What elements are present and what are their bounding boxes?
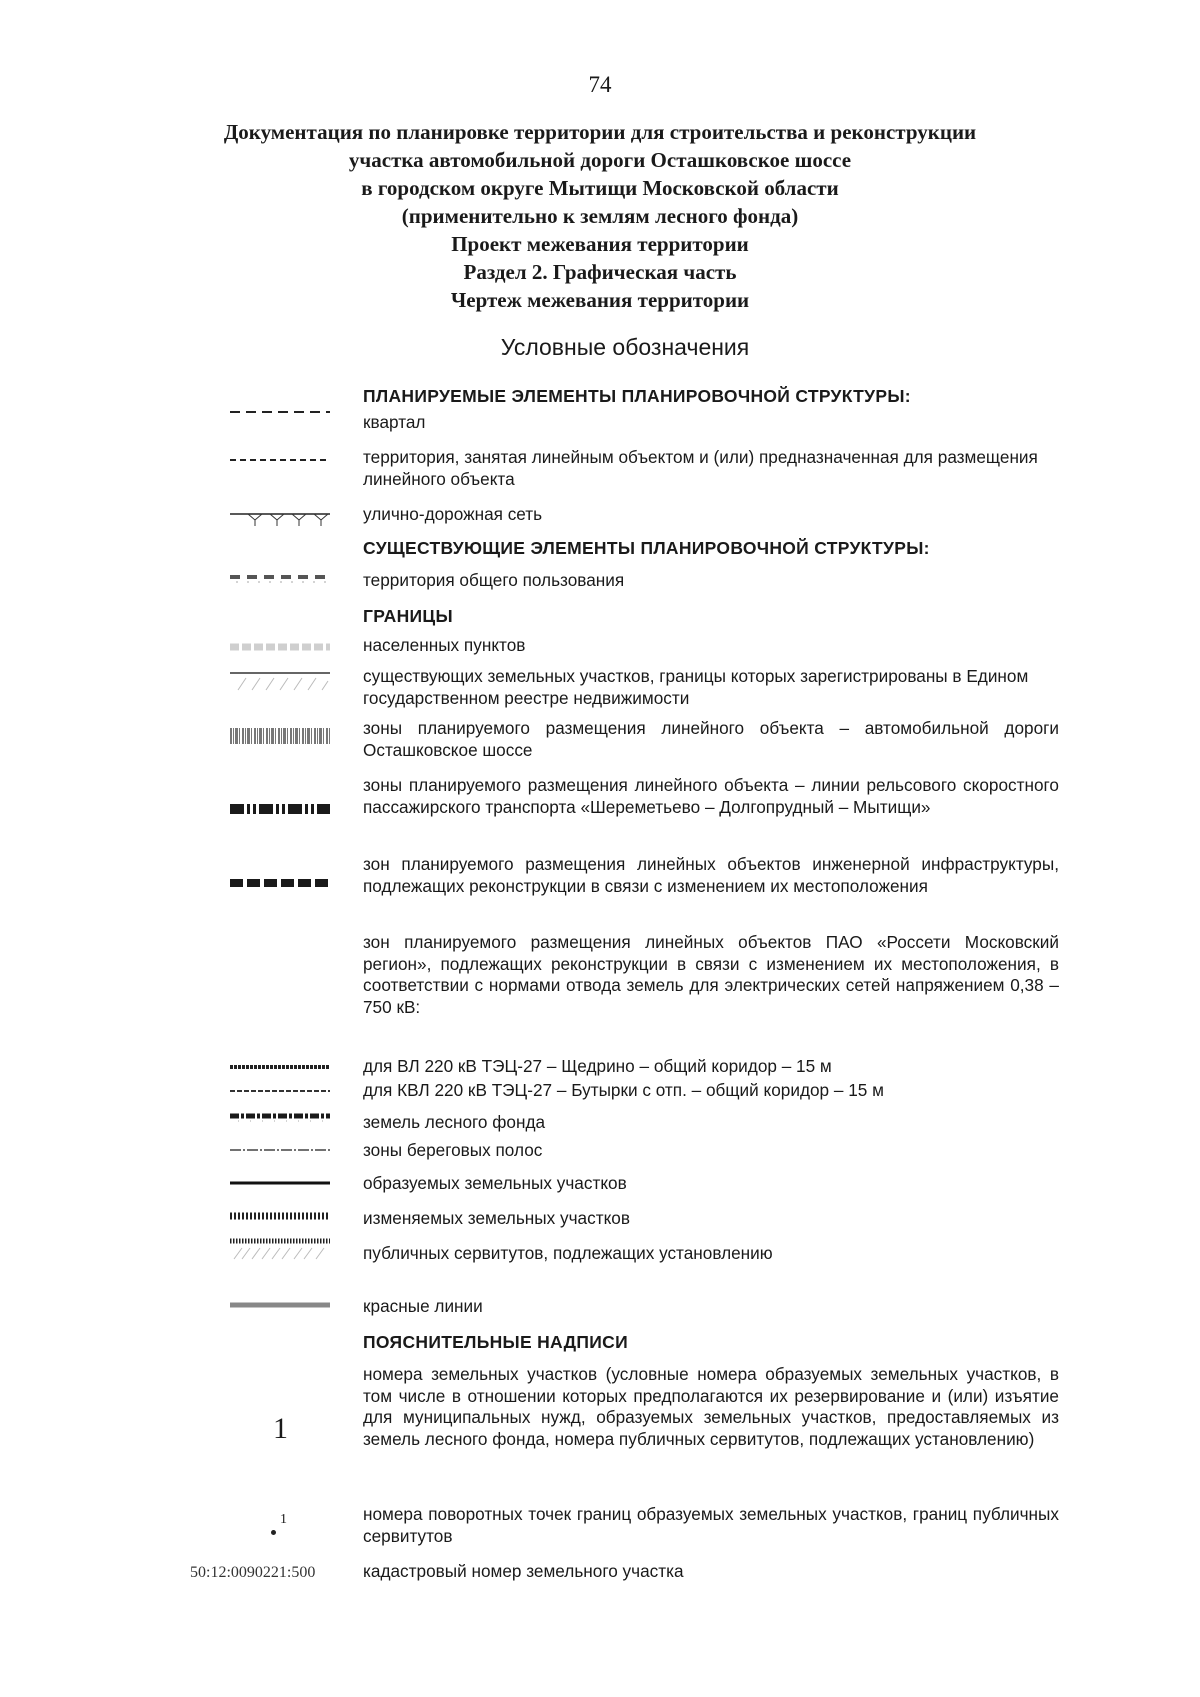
section-existing-heading: СУЩЕСТВУЮЩИЕ ЭЛЕМЕНТЫ ПЛАНИРОВОЧНОЙ СТРУКТУРЫ:: [363, 538, 930, 558]
settlements-symbol: [228, 640, 332, 654]
title-line: участка автомобильной дороги Осташковское шоссе: [348, 148, 852, 172]
servitudes-symbol: [228, 1237, 332, 1261]
title-line: Документация по планировке территории для строительства и реконструкции: [223, 120, 977, 144]
legend-vl220: для ВЛ 220 кВ ТЭЦ-27 – Щедрино – общий коридор – 15 м: [363, 1056, 832, 1076]
legend-existing-plots: существующих земельных участков, границы которых зарегистрированы в Едином государственном реестре недвижимости: [363, 666, 1029, 708]
kvl220-symbol: [228, 1087, 332, 1095]
legend-title: Условные обозначения: [500, 334, 750, 360]
vl220-symbol: [228, 1063, 332, 1071]
cadastral-number-sample: 50:12:0090221:500: [190, 1564, 316, 1581]
title-line: (применительно к землям лесного фонда): [401, 204, 799, 228]
title-line: Чертеж межевания территории: [450, 288, 750, 312]
legend-linear-territory: территория, занятая линейным объектом и (или) предназначенная для размещения линейного объекта: [363, 447, 1038, 489]
title-line: Проект межевания территории: [451, 232, 749, 256]
legend-servitudes: публичных сервитутов, подлежащих установлению: [363, 1243, 773, 1263]
legend-coastal-zones: зоны береговых полос: [363, 1140, 543, 1160]
section-boundaries-heading: ГРАНИЦЫ: [363, 606, 453, 626]
red-lines-symbol: [228, 1301, 332, 1309]
formed-plots-symbol: [228, 1179, 332, 1187]
point-number-sample: 1: [280, 1512, 287, 1527]
legend-cadastral: кадастровый номер земельного участка: [363, 1561, 684, 1581]
legend-rail-zones: зоны планируемого размещения линейного объекта – линии рельсового скоростного пассажирского транспорта «Шереметьево – Долгопрудный – Мытищи»: [363, 775, 1059, 817]
public-territory-symbol: [228, 573, 332, 589]
section-notes-heading: ПОЯСНИТЕЛЬНЫЕ НАДПИСИ: [363, 1332, 628, 1352]
road-zones-symbol: [228, 726, 332, 746]
legend-rosseti-zones: зон планируемого размещения линейных объектов ПАО «Россети Московский регион», подлежащих реконструкции в связи с изменением их местоположения, в соответствии с нормами отвода земель для электрических сетей напряжением 0,38 – 750 кВ:: [363, 932, 1059, 1017]
legend-plot-numbers: номера земельных участков (условные номера образуемых земельных участков, в том числе в отношении которых предполагаются их резервирование и (или) изъятие для муниципальных нужд, образуемых земельных участков, предоставляемых из земель лесного фонда, номера публичных сервитутов, подлежащих установлению): [363, 1364, 1059, 1449]
rail-zones-symbol: [228, 802, 332, 816]
legend-forest-lands: земель лесного фонда: [363, 1112, 546, 1132]
engineering-zones-symbol: [228, 877, 332, 889]
street-network-symbol: [228, 510, 332, 528]
document-title: [90, 118, 1110, 314]
legend-kvl220: для КВЛ 220 кВ ТЭЦ-27 – Бутырки с отп. – общий коридор – 15 м: [363, 1080, 884, 1100]
legend-red-lines: красные линии: [363, 1296, 483, 1316]
legend-turn-points: номера поворотных точек границ образуемых земельных участков, границ публичных сервитутов: [363, 1504, 1059, 1546]
turn-point-dot: [271, 1530, 276, 1535]
existing-plots-symbol: [228, 670, 332, 692]
legend-settlements: населенных пунктов: [363, 635, 526, 655]
legend-changed-plots: изменяемых земельных участков: [363, 1208, 630, 1228]
page-number: 74: [588, 72, 612, 97]
title-line: в городском округе Мытищи Московской области: [361, 176, 839, 200]
legend-engineering-zones: зон планируемого размещения линейных объектов инженерной инфраструктуры, подлежащих реконструкции в связи с изменением их местоположения: [363, 854, 1059, 896]
linear-territory-symbol: [228, 455, 332, 465]
legend-public-territory: территория общего пользования: [363, 570, 625, 590]
title-line: Раздел 2. Графическая часть: [463, 260, 737, 284]
coastal-zones-symbol: [228, 1146, 332, 1154]
legend-formed-plots: образуемых земельных участков: [363, 1173, 627, 1193]
kvartal-symbol: [228, 406, 332, 418]
changed-plots-symbol: [228, 1211, 332, 1221]
forest-lands-symbol: [228, 1112, 332, 1130]
legend-kvartal: квартал: [363, 412, 426, 432]
legend-road-zones: зоны планируемого размещения линейного объекта – автомобильной дороги Осташковское шоссе: [363, 718, 1059, 760]
section-planned-heading: ПЛАНИРУЕМЫЕ ЭЛЕМЕНТЫ ПЛАНИРОВОЧНОЙ СТРУКТУРЫ:: [363, 386, 911, 406]
legend-street-network: улично-дорожная сеть: [363, 504, 543, 524]
plot-number-sample: 1: [273, 1412, 288, 1445]
